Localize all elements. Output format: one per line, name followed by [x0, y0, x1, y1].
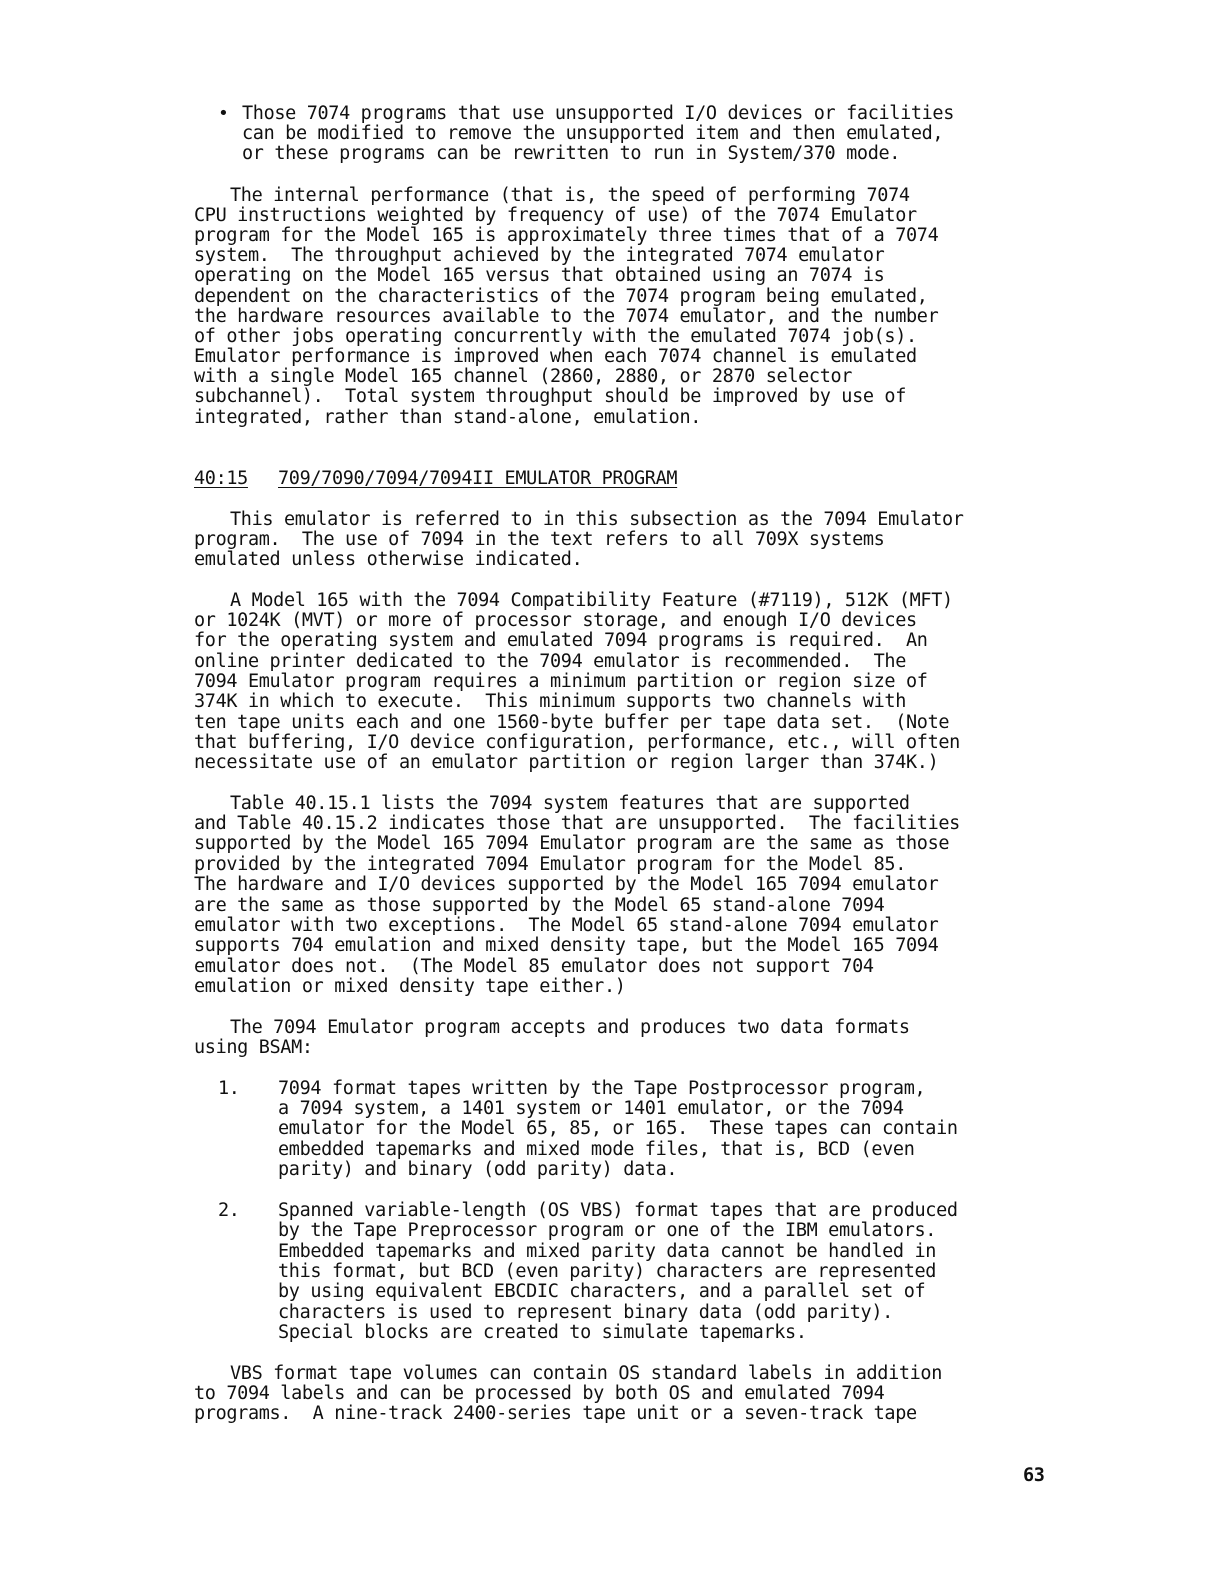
section-number: 40:15: [194, 468, 248, 489]
page-number: 63: [1023, 1465, 1045, 1486]
tables-line-8: supports 704 emulation and mixed density tape, but the Model 165 7094: [194, 935, 939, 956]
list-item-2-line-1: Spanned variable-length (OS VBS) format tapes that are produced: [278, 1200, 958, 1221]
list-item-2-line-2: by the Tape Preprocessor program or one of the IBM emulators.: [278, 1220, 937, 1241]
performance-line-5: operating on the Model 165 versus that obtained using an 7074 is: [194, 265, 885, 286]
intro-line-3: emulated unless otherwise indicated.: [194, 549, 583, 570]
requirements-line-4: online printer dedicated to the 7094 emulator is recommended. The: [194, 651, 907, 672]
intro-line-2: program. The use of 7094 in the text refers to all 709X systems: [194, 529, 885, 550]
list-item-1-line-2: a 7094 system, a 1401 system or 1401 emulator, or the 7094: [278, 1098, 904, 1119]
formats-line-1: The 7094 Emulator program accepts and produces two data formats: [230, 1017, 910, 1038]
performance-line-10: with a single Model 165 channel (2860, 2880, or 2870 selector: [194, 366, 853, 387]
vbs-line-2: to 7094 labels and can be processed by both OS and emulated 7094: [194, 1383, 885, 1404]
performance-line-8: of other jobs operating concurrently with the emulated 7074 job(s).: [194, 326, 917, 347]
performance-line-7: the hardware resources available to the 7074 emulator, and the number: [194, 306, 939, 327]
list-item-2-line-7: Special blocks are created to simulate tapemarks.: [278, 1322, 807, 1343]
requirements-line-7: ten tape units each and one 1560-byte buffer per tape data set. (Note: [194, 712, 950, 733]
tables-line-9: emulator does not. (The Model 85 emulator does not support 704: [194, 956, 874, 977]
requirements-line-6: 374K in which to execute. This minimum supports two channels with: [194, 691, 907, 712]
intro-line-1: This emulator is referred to in this subsection as the 7094 Emulator: [230, 509, 964, 530]
tables-line-7: emulator with two exceptions. The Model 65 stand-alone 7094 emulator: [194, 915, 939, 936]
requirements-line-1: A Model 165 with the 7094 Compatibility Feature (#7119), 512K (MFT): [230, 590, 953, 611]
list-item-1-number: 1.: [218, 1078, 240, 1099]
performance-line-11: subchannel). Total system throughput should be improved by use of: [194, 386, 907, 407]
bullet-line-1: Those 7074 programs that use unsupported I/O devices or facilities: [242, 103, 955, 124]
tables-line-6: are the same as those supported by the Model 65 stand-alone 7094: [194, 895, 885, 916]
tables-line-1: Table 40.15.1 lists the 7094 system features that are supported: [230, 793, 910, 814]
formats-line-2: using BSAM:: [194, 1037, 313, 1058]
performance-line-1: The internal performance (that is, the speed of performing 7074: [230, 185, 910, 206]
bullet-line-3: or these programs can be rewritten to run in System/370 mode.: [242, 143, 901, 164]
vbs-line-1: VBS format tape volumes can contain OS standard labels in addition: [230, 1363, 943, 1384]
requirements-line-2: or 1024K (MVT) or more of processor storage, and enough I/O devices: [194, 610, 917, 631]
list-item-2-line-3: Embedded tapemarks and mixed parity data cannot be handled in: [278, 1241, 937, 1262]
list-item-1-line-4: embedded tapemarks and mixed mode files, that is, BCD (even: [278, 1139, 915, 1160]
performance-line-6: dependent on the characteristics of the 7074 program being emulated,: [194, 286, 928, 307]
performance-line-2: CPU instructions weighted by frequency of use) of the 7074 Emulator: [194, 205, 917, 226]
tables-line-3: supported by the Model 165 7094 Emulator program are the same as those: [194, 833, 950, 854]
bullet-line-2: can be modified to remove the unsupported item and then emulated,: [242, 123, 944, 144]
requirements-line-5: 7094 Emulator program requires a minimum partition or region size of: [194, 671, 928, 692]
list-item-2-line-5: by using equivalent EBCDIC characters, and a parallel set of: [278, 1281, 926, 1302]
requirements-line-3: for the operating system and emulated 7094 programs is required. An: [194, 630, 928, 651]
performance-line-9: Emulator performance is improved when each 7074 channel is emulated: [194, 346, 917, 367]
list-item-1-line-3: emulator for the Model 65, 85, or 165. These tapes can contain: [278, 1118, 958, 1139]
performance-line-4: system. The throughput achieved by the integrated 7074 emulator: [194, 245, 885, 266]
performance-line-12: integrated, rather than stand-alone, emulation.: [194, 407, 702, 428]
performance-line-3: program for the Model 165 is approximately three times that of a 7074: [194, 225, 939, 246]
section-title: 709/7090/7094/7094II EMULATOR PROGRAM: [278, 468, 678, 489]
list-item-2-line-4: this format, but BCD (even parity) characters are represented: [278, 1261, 937, 1282]
list-item-2-number: 2.: [218, 1200, 240, 1221]
list-item-1-line-1: 7094 format tapes written by the Tape Postprocessor program,: [278, 1078, 926, 1099]
tables-line-2: and Table 40.15.2 indicates those that are unsupported. The facilities: [194, 813, 960, 834]
vbs-line-3: programs. A nine-track 2400-series tape unit or a seven-track tape: [194, 1403, 917, 1424]
requirements-line-8: that buffering, I/O device configuration, performance, etc., will often: [194, 732, 960, 753]
tables-line-10: emulation or mixed density tape either.): [194, 976, 626, 997]
tables-line-5: The hardware and I/O devices supported by the Model 165 7094 emulator: [194, 874, 939, 895]
bullet-marker: •: [218, 103, 229, 124]
list-item-1-line-5: parity) and binary (odd parity) data.: [278, 1159, 678, 1180]
list-item-2-line-6: characters is used to represent binary data (odd parity).: [278, 1302, 893, 1323]
tables-line-4: provided by the integrated 7094 Emulator program for the Model 85.: [194, 854, 907, 875]
requirements-line-9: necessitate use of an emulator partition or region larger than 374K.): [194, 752, 939, 773]
